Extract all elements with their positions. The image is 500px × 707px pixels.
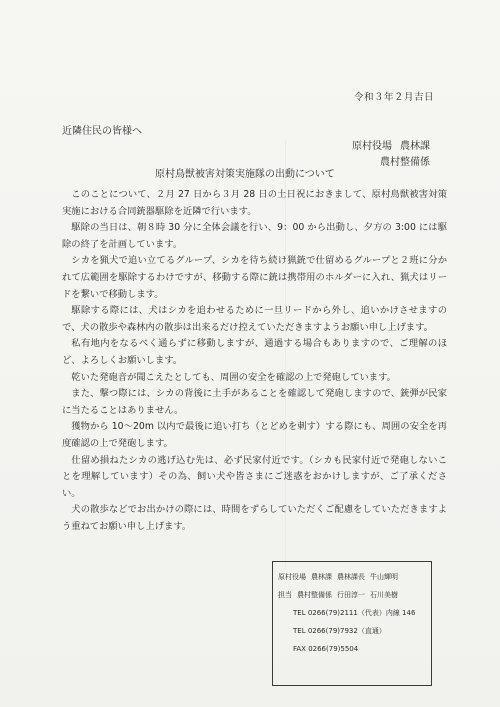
recipient-line: 近隣住民の皆様へ [62,126,142,137]
contact-row-chief: 原村役場 農林課 農林課長 牛山輝明 [278,573,398,581]
contact-tel-direct: TEL 0266(79)7932（直通） [293,627,386,635]
paragraph: 仕留め損ねたシカの逃げ込む先は、必ず民家付近です。（シカも民家付近で発砲しないことを理解しています）その為、飼い犬や皆さまにご迷惑をおかけしますが、ご了承ください。 [62,454,447,499]
paragraph: 犬の散歩などでお出かけの際には、時間をずらしていただくご配慮をしていただきますよう重ねてお願い申し上げます。 [62,504,447,532]
issue-date: 令和３年２月吉日 [353,92,434,103]
sender-group: 農村整備係 [380,157,430,168]
contact-fax: FAX 0266(79)5504 [293,645,359,653]
paragraph: 駆除の当日は、朝８時 30 分に全体会議を行い、9：00 から出動し、夕方の 3:00 には駆除の終了を計画しています。 [62,222,447,250]
letter-body [62,187,447,535]
document-title: 原村鳥獣被害対策実施隊の出動について [155,169,335,180]
paragraph: 乾いた発砲音が聞こえたとしても、周囲の安全を確認の上で発砲しています。 [71,371,396,383]
sender-org: 原村役場 [352,141,392,152]
paragraph: 獲物から 10～20m 以内で最後に追い打ち（とどめを刺す）する際にも、周囲の安全を再度確認の上で発砲します。 [62,421,447,449]
sender-dept: 農林課 [400,141,430,152]
paragraph: シカを猟犬で追い立てるグループ、シカを待ち続け猟銃で仕留めるグループと２班に分かれて広範囲を駆除するわけですが、移動する際に銃は携帯用のホルダーに入れ、猟犬はリードを繋いで移動します。 [62,255,447,300]
paragraph: 駆除する際には、犬はシカを追わせるために一旦リードから外し、追いかけさせますので、犬の散歩や森林内の散歩は出来るだけ控えていただきますようお願い申し上げます。 [62,305,447,333]
contact-tel-main: TEL 0266(79)2111（代表）内線 146 [293,609,416,617]
paragraph: このことについて、２月 27 日から３月 28 日の土日祝におきまして、原村鳥獣被害対策実施における合同銃器駆除を近隣で行います。 [62,189,447,217]
paragraph: また、撃つ際には、シカの背後に土手があることを確認して発砲しますので、銃弾が民家に当たることはありません。 [62,388,447,416]
contact-box [272,561,432,686]
paragraph: 私有地内をなるべく通らずに移動しますが、通過する場合もありますので、ご理解のほど、よろしくお願いします。 [62,338,447,366]
contact-row-staff: 担当 農村整備係 行田淳一 石川美樹 [278,591,398,599]
sender-line [352,137,430,152]
